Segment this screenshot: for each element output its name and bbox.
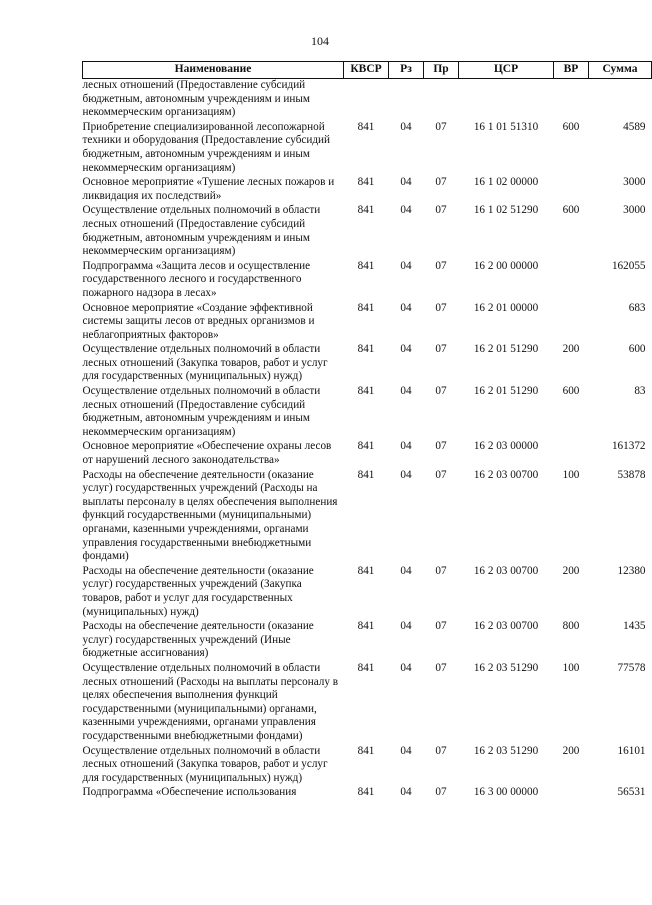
cell-sum: 77578 xyxy=(617,661,646,674)
cell-sum: 3000 xyxy=(623,176,646,189)
cell-vr xyxy=(554,786,589,801)
cell-pr: 07 xyxy=(435,440,447,453)
cell-csr: 16 3 00 00000 xyxy=(473,786,539,799)
cell-rz: 04 xyxy=(400,301,412,314)
header-kvsr: КВСР xyxy=(344,62,389,79)
table-row xyxy=(83,440,652,468)
cell-sum: 83 xyxy=(634,385,646,398)
header-sum: Сумма xyxy=(589,62,652,79)
cell-sum: 56531 xyxy=(617,786,646,799)
cell-pr: 07 xyxy=(435,259,447,272)
cell-csr: 16 2 01 51290 xyxy=(473,343,539,356)
cell-pr: 07 xyxy=(435,343,447,356)
cell-pr: 07 xyxy=(435,564,447,577)
cell-kvsr: 841 xyxy=(357,468,375,481)
cell-pr: 07 xyxy=(435,468,447,481)
cell-vr: 200 xyxy=(562,343,580,356)
cell-vr: 800 xyxy=(562,620,580,633)
cell-sum: 16101 xyxy=(617,744,646,757)
header-pr: Пр xyxy=(424,62,459,79)
table-row xyxy=(83,385,652,440)
cell-csr: 16 2 03 51290 xyxy=(473,661,539,674)
cell-vr xyxy=(554,79,589,121)
cell-vr xyxy=(554,176,589,204)
cell-rz: 04 xyxy=(400,620,412,633)
cell-csr: 16 2 00 00000 xyxy=(473,259,539,272)
page-number: 104 xyxy=(311,34,329,48)
table-row xyxy=(83,662,652,745)
cell-pr: 07 xyxy=(435,385,447,398)
cell-pr: 07 xyxy=(435,120,447,133)
cell-rz: 04 xyxy=(400,259,412,272)
header-rz: Рз xyxy=(389,62,424,79)
cell-rz xyxy=(389,79,424,121)
cell-sum: 1435 xyxy=(623,620,646,633)
cell-rz: 04 xyxy=(400,661,412,674)
table-row xyxy=(83,121,652,176)
table-header-row xyxy=(83,62,652,79)
table-row xyxy=(83,469,652,565)
cell-csr: 16 2 03 00700 xyxy=(473,564,539,577)
cell-kvsr: 841 xyxy=(357,176,375,189)
cell-rz: 04 xyxy=(400,204,412,217)
cell-rz: 04 xyxy=(400,440,412,453)
cell-kvsr: 841 xyxy=(357,120,375,133)
cell-vr: 100 xyxy=(562,661,580,674)
cell-pr: 07 xyxy=(435,620,447,633)
cell-sum: 161372 xyxy=(611,440,646,453)
header-name: Наименование xyxy=(83,62,344,79)
cell-vr: 200 xyxy=(562,564,580,577)
cell-sum: 683 xyxy=(628,301,646,314)
table-row xyxy=(83,260,652,302)
cell-name: Осуществление отдельных полномочий в области лесных отношений (Предоставление субсидий бюджетным, автономным учреждениям и иным некоммерческим организациям) xyxy=(82,385,321,438)
cell-csr: 16 2 03 51290 xyxy=(473,744,539,757)
cell-kvsr: 841 xyxy=(357,440,375,453)
cell-pr: 07 xyxy=(435,661,447,674)
cell-name: Расходы на обеспечение деятельности (оказание услуг) государственных учреждений (Расходы на выплаты персоналу в целях обеспечения выполнения функций государственными (муниципальными) органами, казенными учреждениями, органами управления государственными внебюджетными фондами) xyxy=(82,468,338,563)
cell-vr: 600 xyxy=(562,120,580,133)
table-row xyxy=(83,302,652,344)
cell-name: Расходы на обеспечение деятельности (оказание услуг) государственных учреждений (Иные бюджетные ассигнования) xyxy=(82,620,314,660)
cell-name: Основное мероприятие «Обеспечение охраны лесов от нарушений лесного законодательства» xyxy=(82,440,332,467)
cell-vr xyxy=(554,440,589,468)
cell-kvsr: 841 xyxy=(357,744,375,757)
cell-pr: 07 xyxy=(435,176,447,189)
cell-kvsr: 841 xyxy=(357,786,375,799)
cell-vr: 600 xyxy=(562,385,580,398)
cell-kvsr xyxy=(344,79,389,121)
cell-rz: 04 xyxy=(400,468,412,481)
cell-csr: 16 2 03 00700 xyxy=(473,468,539,481)
cell-name: Основное мероприятие «Создание эффективной системы защиты лесов от вредных организмов и неблагоприятных факторов» xyxy=(82,301,315,341)
table-row xyxy=(83,620,652,662)
cell-kvsr: 841 xyxy=(357,343,375,356)
cell-kvsr: 841 xyxy=(357,301,375,314)
table-row xyxy=(83,786,652,801)
header-csr: ЦСР xyxy=(459,62,554,79)
cell-kvsr: 841 xyxy=(357,204,375,217)
table-row xyxy=(83,79,652,121)
cell-vr: 600 xyxy=(562,204,580,217)
cell-pr xyxy=(424,79,459,121)
cell-name: Осуществление отдельных полномочий в области лесных отношений (Предоставление субсидий бюджетным, автономным учреждениям и иным некоммерческим организациям) xyxy=(82,204,321,258)
cell-csr: 16 2 01 51290 xyxy=(473,385,539,398)
cell-sum xyxy=(589,79,652,121)
cell-kvsr: 841 xyxy=(357,661,375,674)
cell-rz: 04 xyxy=(400,176,412,189)
cell-pr: 07 xyxy=(435,301,447,314)
cell-sum: 12380 xyxy=(617,564,646,577)
cell-sum: 600 xyxy=(628,343,646,356)
table-row xyxy=(83,565,652,620)
cell-rz: 04 xyxy=(400,786,412,799)
table-row xyxy=(83,343,652,385)
cell-name: Осуществление отдельных полномочий в области лесных отношений (Закупка товаров, работ и услуг для государственных (муниципальных) нужд) xyxy=(82,343,328,383)
cell-rz: 04 xyxy=(400,564,412,577)
cell-csr: 16 1 01 51310 xyxy=(473,120,539,133)
cell-name: Подпрограмма «Обеспечение использования xyxy=(82,786,297,799)
cell-kvsr: 841 xyxy=(357,620,375,633)
cell-sum: 3000 xyxy=(623,204,646,217)
cell-name: Осуществление отдельных полномочий в области лесных отношений (Расходы на выплаты персоналу в целях обеспечения выполнения функций государственными (муниципальными) органами, казенными учреждениями, органами управления государственными внебюджетными фондами) xyxy=(82,661,339,742)
cell-name: Осуществление отдельных полномочий в области лесных отношений (Закупка товаров, работ и услуг для государственных (муниципальных) нужд) xyxy=(82,744,328,784)
cell-name: Подпрограмма «Защита лесов и осуществление государственного лесного и государственного пожарного надзора в лесах» xyxy=(82,259,311,299)
cell-vr: 100 xyxy=(562,468,580,481)
cell-csr: 16 2 01 00000 xyxy=(473,301,539,314)
cell-name: Приобретение специализированной лесопожарной техники и оборудования (Предоставление субсидий бюджетным, автономным учреждениям и иным некоммерческим организациям) xyxy=(82,120,331,174)
cell-sum: 4589 xyxy=(623,120,646,133)
cell-csr: 16 1 02 00000 xyxy=(473,176,539,189)
cell-vr xyxy=(554,302,589,344)
cell-vr: 200 xyxy=(562,744,580,757)
table-body xyxy=(83,79,652,801)
table-row xyxy=(83,176,652,204)
cell-csr: 16 1 02 51290 xyxy=(473,204,539,217)
cell-vr xyxy=(554,260,589,302)
header-vr: ВР xyxy=(554,62,589,79)
table-row xyxy=(83,745,652,787)
cell-csr xyxy=(459,79,554,121)
table-row xyxy=(83,204,652,259)
cell-name: лесных отношений (Предоставление субсидий бюджетным, автономным учреждениям и иным некоммерческим организациям) xyxy=(82,79,310,119)
cell-sum: 53878 xyxy=(617,468,646,481)
cell-rz: 04 xyxy=(400,744,412,757)
cell-kvsr: 841 xyxy=(357,385,375,398)
cell-rz: 04 xyxy=(400,120,412,133)
cell-csr: 16 2 03 00700 xyxy=(473,620,539,633)
cell-sum: 162055 xyxy=(611,259,646,272)
cell-pr: 07 xyxy=(435,204,447,217)
cell-rz: 04 xyxy=(400,385,412,398)
cell-rz: 04 xyxy=(400,343,412,356)
cell-kvsr: 841 xyxy=(357,564,375,577)
cell-name: Расходы на обеспечение деятельности (оказание услуг) государственных учреждений (Закупка товаров, работ и услуг для государственных (муниципальных) нужд) xyxy=(82,564,314,618)
cell-pr: 07 xyxy=(435,786,447,799)
cell-pr: 07 xyxy=(435,744,447,757)
cell-csr: 16 2 03 00000 xyxy=(473,440,539,453)
budget-table xyxy=(82,61,652,801)
cell-kvsr: 841 xyxy=(357,259,375,272)
cell-name: Основное мероприятие «Тушение лесных пожаров и ликвидация их последствий» xyxy=(82,176,335,202)
